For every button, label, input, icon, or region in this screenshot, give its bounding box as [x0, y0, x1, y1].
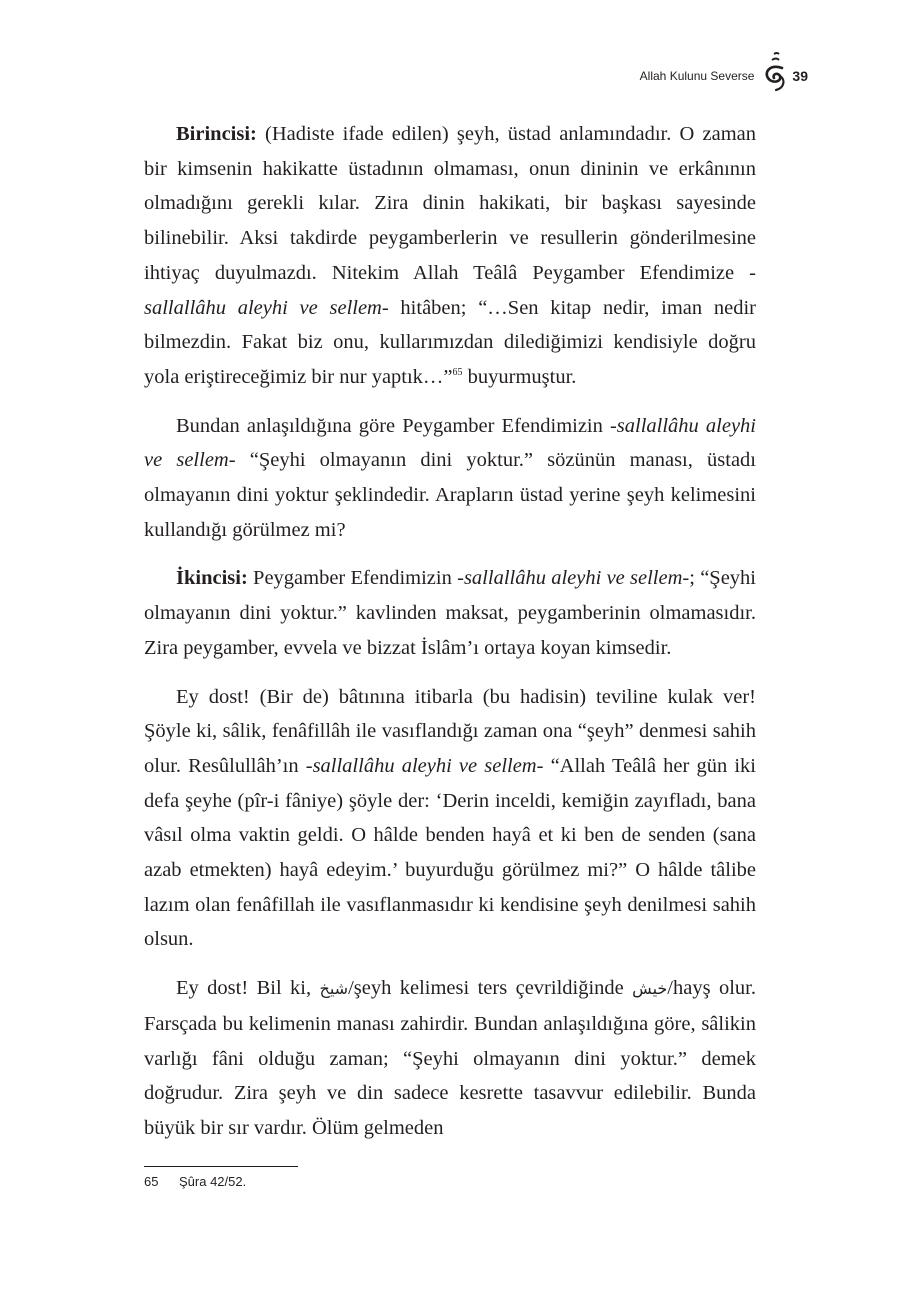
- italic-phrase: sallallâhu aleyhi ve sellem: [144, 414, 756, 472]
- footnote-text: Şûra 42/52.: [179, 1174, 247, 1189]
- footnote-number: 65: [144, 1174, 159, 1189]
- body-text: [144, 117, 756, 1160]
- paragraph-text: (Hadiste ifade edilen) şeyh, üstad anlamındadır. O zaman bir kimsenin hakikatte üstadının olmaması, onun dininin ve erkânının olmadığını gerekli kılar. Zira dinin hakikati, bir başkası sayesinde bilinebilir. Aksi takdirde peygamberlerin ve resullerin gönderilmesine ihtiyaç duyulmazdı. Nitekim Allah Teâlâ Peygamber Efendimize -: [144, 123, 756, 284]
- paragraph-4: [144, 680, 756, 958]
- paragraph-lead: Birincisi:: [176, 123, 257, 145]
- paragraph-text: Ey dost! (Bir de) bâtınına itibarla (bu hadisin) teviline kulak ver! Şöyle ki, sâlik, fenâfillâh ile vasıflandığı zaman ona “şeyh” denmesi sahih olur. Resûlullâh’ın -: [144, 685, 756, 777]
- paragraph-1: [144, 117, 756, 395]
- paragraph-text: -; “Şeyhi olmayanın dini yoktur.” kavlinden maksat, peygamberinin olmamasıdır. Zira peygamber, evvela ve bizzat İslâm’ı ortaya koyan kimsedir.: [144, 567, 756, 659]
- footnote-reference: 65: [452, 367, 463, 379]
- paragraph-text: - “Allah Teâlâ her gün iki defa şeyhe (pîr-i fâniye) şöyle der: ‘Derin inceldi, kemiğin zayıfladı, bana vâsıl olma vaktin geldi. O hâlde benden hayâ et ki ben de senden (sana azab etmekten) hayâ edeyim.’ buyurduğu görülmez mi?” O hâlde tâlibe lazım olan fenâfillah ile vasıflanmasıdır ki kendisine şeyh denilmesi sahih olsun.: [144, 754, 757, 951]
- paragraph-lead: İkincisi:: [176, 567, 248, 590]
- paragraph-text: - hitâben; “…Sen kitap nedir, iman nedir bilmezdin. Fakat biz onu, kullarımızdan dilediğimizi kendisiyle doğru yola eriştireceğimiz bir nur yaptık…”: [144, 296, 756, 388]
- running-title: Allah Kulunu Severse: [639, 69, 755, 83]
- arabic-word: شيخ: [319, 979, 349, 999]
- paragraph-text: Ey dost! Bil ki,: [176, 977, 320, 1000]
- italic-phrase: sallallâhu aleyhi ve sellem: [463, 567, 683, 590]
- paragraph-text: Bundan anlaşıldığına göre Peygamber Efendimizin -: [176, 414, 617, 437]
- footnote-divider: [144, 1166, 298, 1167]
- paragraph-text: Peygamber Efendimizin -: [247, 567, 464, 590]
- paragraph-2: [144, 409, 756, 548]
- calligraphic-ornament-icon: [760, 50, 790, 94]
- italic-phrase: sallallâhu aleyhi ve sellem: [312, 754, 537, 777]
- paragraph-text: - “Şeyhi olmayanın dini yoktur.” sözünün manası, üstadı olmayanın dini yoktur şeklindedir. Arapların üstad yerine şeyh kelimesini kullandığı görülmez mi?: [144, 449, 756, 541]
- page-number: 39: [792, 68, 808, 84]
- paragraph-text: /şeyh kelimesi ters çevrildiğinde: [348, 977, 633, 1000]
- italic-phrase: sallallâhu aleyhi ve sellem: [144, 296, 382, 319]
- arabic-word: خيش: [632, 979, 668, 999]
- paragraph-text: /hayş olur. Farsçada bu kelimenin manası zahirdir. Bundan anlaşıldığına göre, sâlikin varlığı fâni olduğu zaman; “Şeyhi olmayanın dini yoktur.” demek doğrudur. Zira şeyh ve din sadece kesrette tasavvur edilebilir. Bunda büyük bir sır vardır. Ölüm gelmeden: [144, 977, 756, 1139]
- paragraph-text: buyurmuştur.: [462, 365, 577, 388]
- footnote: [144, 1174, 246, 1189]
- running-header: [640, 58, 808, 94]
- paragraph-5: [144, 971, 756, 1146]
- paragraph-3: [144, 561, 756, 665]
